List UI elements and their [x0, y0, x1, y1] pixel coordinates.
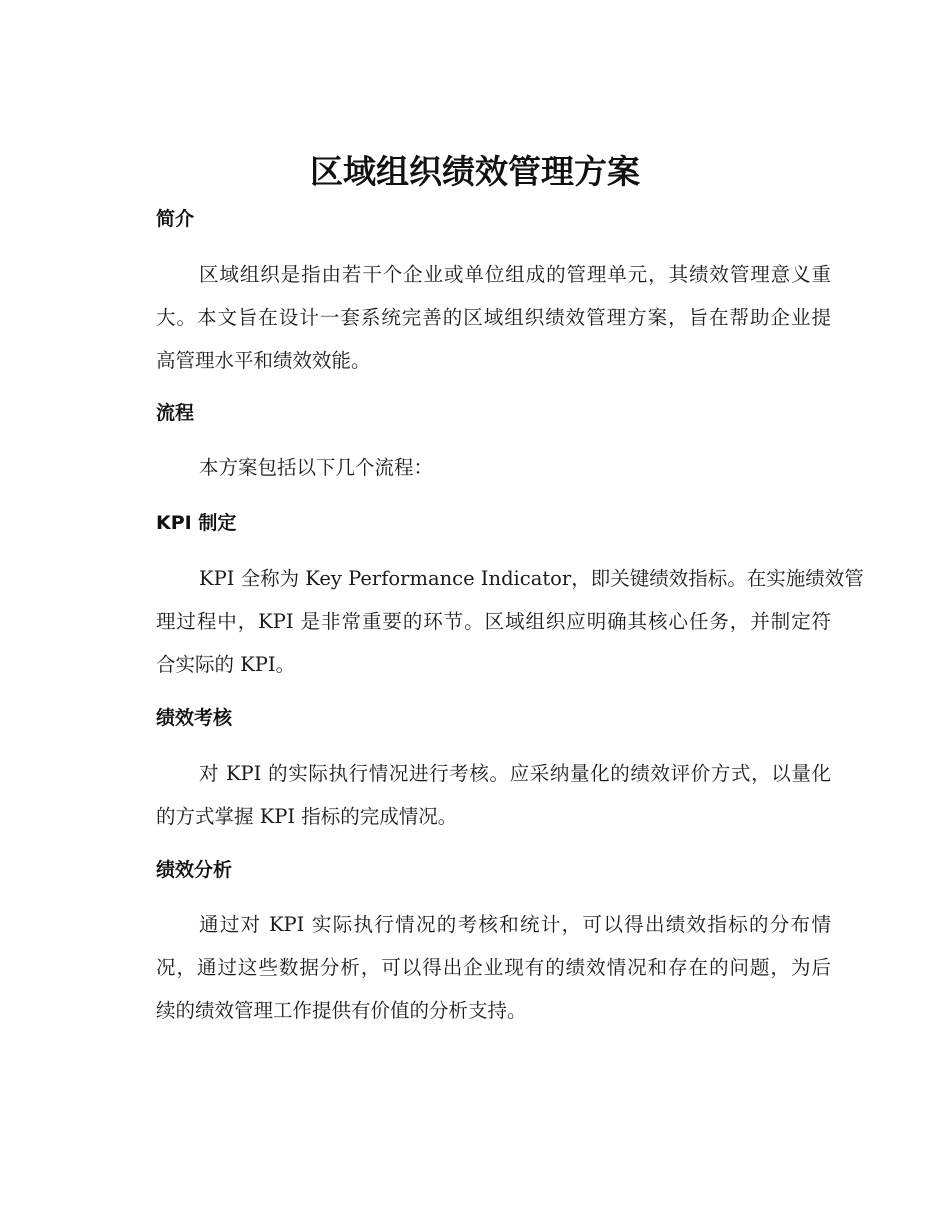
paragraph-line: 理过程中，KPI 是非常重要的环节。区域组织应明确其核心任务，并制定符	[156, 610, 831, 633]
paragraph-line: 对 KPI 的实际执行情况进行考核。应采纳量化的绩效评价方式，以量化	[199, 762, 831, 785]
paragraph-line: 通过对 KPI 实际执行情况的考核和统计，可以得出绩效指标的分布情	[199, 913, 831, 936]
section-paragraph-process	[113, 446, 831, 489]
section-paragraph-assessment	[113, 752, 831, 838]
paragraph-line: 区域组织是指由若干个企业或单位组成的管理单元，其绩效管理意义重	[199, 263, 831, 286]
section-paragraph-intro	[113, 253, 831, 382]
paragraph-line: 续的绩效管理工作提供有价值的分析支持。	[156, 999, 527, 1022]
paragraph-line: 合实际的 KPI。	[156, 653, 296, 676]
section-paragraph-analysis	[113, 903, 831, 1032]
paragraph-line: 的方式掌握 KPI 指标的完成情况。	[156, 805, 458, 828]
section-heading-assessment: 绩效考核	[156, 707, 233, 729]
paragraph-line: KPI 全称为 Key Performance Indicator，即关键绩效指标。在实施绩效管	[199, 567, 864, 590]
section-heading-kpi: KPI 制定	[156, 512, 237, 534]
paragraph-line: 大。本文旨在设计一套系统完善的区域组织绩效管理方案，旨在帮助企业提	[156, 306, 831, 329]
section-heading-analysis: 绩效分析	[156, 859, 233, 881]
section-paragraph-kpi	[113, 557, 864, 686]
document-title: 区域组织绩效管理方案	[310, 152, 640, 191]
paragraph-line: 本方案包括以下几个流程：	[199, 456, 434, 479]
paragraph-line: 高管理水平和绩效效能。	[156, 349, 371, 372]
section-heading-process: 流程	[156, 402, 195, 424]
section-heading-intro: 简介	[156, 208, 195, 230]
paragraph-line: 况，通过这些数据分析，可以得出企业现有的绩效情况和存在的问题，为后	[156, 956, 831, 979]
